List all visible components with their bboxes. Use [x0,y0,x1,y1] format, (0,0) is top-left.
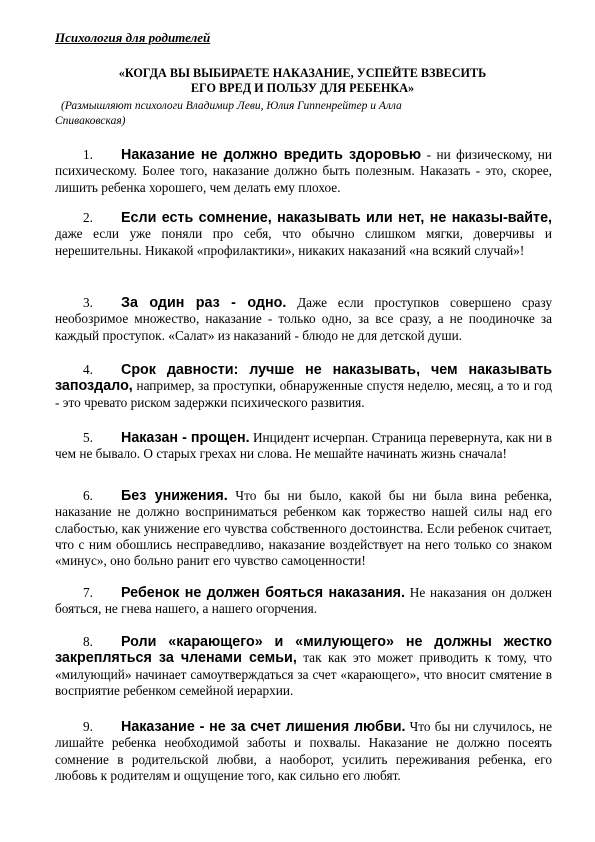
item-number: 5. [83,430,93,445]
item-text: Инцидент исчерпан. Страница перевернута, как ни в чем не бывало. О старых грехах ни слова. Не мешайте начинать жизнь сначала! [55,430,552,462]
document-subtitle [55,99,550,129]
document-title [55,66,550,96]
rule-item-1 [55,147,552,196]
item-text: Даже если проступков совершено сразу необозримое множество, наказание - только одно, за все сразу, а не поодиночке за каждый проступок. «Салат» из наказаний - блюдо не для детской души. [55,295,552,343]
item-number: 9. [83,719,93,734]
rule-item-2 [55,210,552,259]
item-number: 2. [83,210,93,225]
title-line: ЕГО ВРЕД И ПОЛЬЗУ ДЛЯ РЕБЕНКА» [190,81,415,95]
item-number: 4. [83,362,93,377]
rule-item-7 [55,585,552,618]
subtitle-line: (Размышляют психологи Владимир Леви, Юлия Гиппенрейтер и Алла [61,100,402,112]
item-number: 8. [83,634,93,649]
subtitle-line: Спиваковская) [55,115,126,127]
section-header: Психология для родителей [55,30,211,45]
item-text: Что бы ни случилось, не лишайте ребенка необходимой заботы и похвалы. Наказание не должно посеять сомнение в родительской любви, а наоборот, усилить переживания ребенка, его любовь к родителям и ощущение того, как сильно его любят. [55,719,552,783]
rule-item-8 [55,634,552,699]
item-text: Что бы ни было, какой бы ни была вина ребенка, наказание не должно восприниматься ребенком как торжество нашей силы над его слабостью, как унижение его чувства собственного достоинства. Если ребенок считает, что с ним обошлись несправедливо, наказание воздействует на него только со знаком «минус», оно больно ранит его чувство самоценности! [55,488,552,569]
item-lead: Роли «карающего» и «милующего» не должны жестко закрепляться за членами семьи, [55,634,552,667]
item-number: 7. [83,585,93,600]
item-lead: Наказан - прощен. [121,430,250,446]
item-lead: Если есть сомнение, наказывать или нет, не наказы-вайте, [121,210,552,226]
item-number: 1. [83,147,93,162]
rule-item-4 [55,362,552,411]
rule-item-6 [55,488,552,569]
item-text: например, за проступки, обнаруженные спустя неделю, месяц, а то и год - это чревато риском задержки психического развития. [55,378,552,410]
item-lead: Наказание не должно вредить здоровью [121,147,422,163]
item-lead: За один раз - одно. [121,295,287,311]
item-number: 3. [83,295,93,310]
item-lead: Ребенок не должен бояться наказания. [121,585,405,601]
item-text: - ни физическому, ни психическому. Более того, наказание должно быть полезным. Наказать - это, скорее, лишить ребенка хорошего, чем делать ему плохое. [55,147,552,195]
item-lead: Наказание - не за счет лишения любви. [121,719,406,735]
item-lead: Срок давности: лучше не наказывать, чем наказывать запоздало, [55,362,552,395]
item-text: Не наказания он должен бояться, не гнева нашего, а нашего огорчения. [55,585,552,617]
rule-item-3 [55,295,552,344]
rule-item-5 [55,430,552,463]
item-number: 6. [83,488,93,503]
rule-item-9 [55,719,552,784]
title-line: «КОГДА ВЫ ВЫБИРАЕТЕ НАКАЗАНИЕ, УСПЕЙТЕ ВЗВЕСИТЬ [118,66,487,80]
item-text: даже если уже поняли про себя, что обычно слишком мягки, доверчивы и нерешительны. Никакой «профилактики», никаких наказаний «на всякий случай»! [55,226,552,258]
item-text: так как это может приводить к тому, что «милующий» начинает самоутверждаться за счет «карающего», что вносит смятение в восприятие ребенком семейной иерархии. [55,650,553,698]
item-lead: Без унижения. [121,488,228,504]
